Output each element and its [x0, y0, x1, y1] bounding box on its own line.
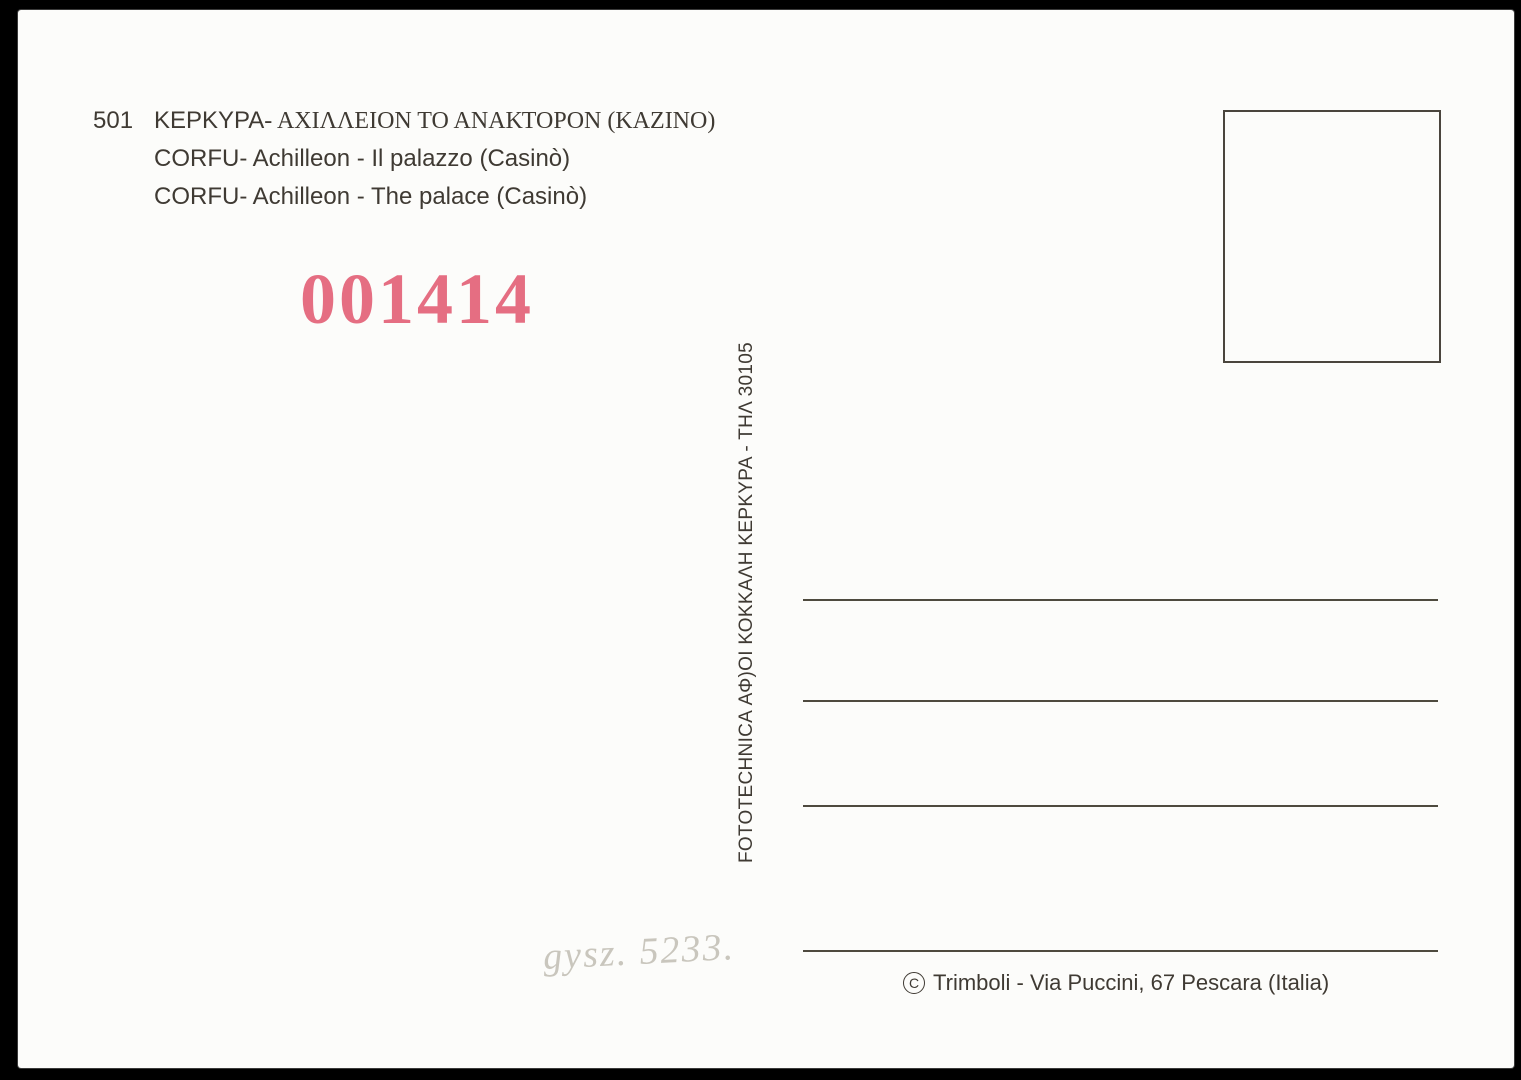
address-line-3	[803, 805, 1438, 807]
caption-line-english	[93, 178, 715, 216]
caption-line-italian	[93, 140, 715, 178]
address-line-4	[803, 950, 1438, 952]
caption-line-greek	[93, 102, 715, 140]
printer-imprint: FOTOTECHNICA ΑΦ)ΟΙ ΚΟΚΚΑΛΗ ΚΕΡΚΥΡΑ - ΤΗΛ 30105	[736, 342, 757, 863]
handwritten-note: gysz. 5233.	[542, 926, 736, 978]
caption-number: 501	[93, 107, 134, 134]
postcard-caption	[93, 102, 715, 216]
caption-text-italian: - Achilleon - Il palazzo (Casinò)	[239, 145, 571, 172]
caption-place-italian: CORFU	[154, 145, 240, 172]
caption-place-greek: ΚΕΡΚΥΡΑ	[154, 107, 265, 134]
caption-text-greek: - ΑΧΙΛΛΕΙΟΝ ΤΟ ΑΝΑΚΤΟΡΟΝ (ΚΑΖΙΝΟ)	[264, 108, 716, 134]
copyright-icon: C	[903, 972, 925, 994]
postcard-back	[18, 10, 1514, 1068]
caption-place-english: CORFU	[154, 183, 240, 210]
address-line-1	[803, 599, 1438, 601]
postage-stamp-box	[1223, 110, 1441, 363]
publisher-text: Trimboli - Via Puccini, 67 Pescara (Italia)	[933, 970, 1330, 995]
address-line-2	[803, 700, 1438, 702]
publisher-credit	[903, 970, 1329, 996]
inventory-stamp-number: 001414	[300, 259, 534, 339]
caption-text-english: - Achilleon - The palace (Casinò)	[239, 183, 588, 210]
